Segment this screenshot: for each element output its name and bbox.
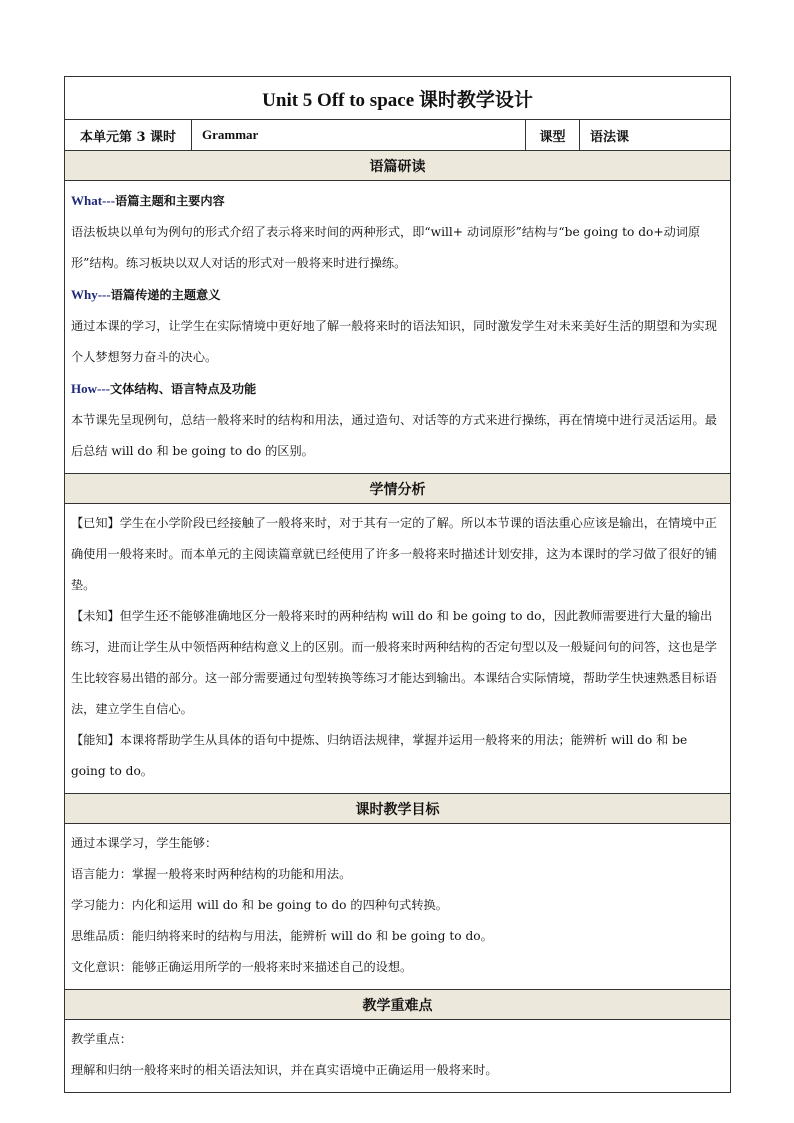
how-key: How--- (71, 381, 110, 396)
objective-line: 通过本课学习，学生能够： (71, 836, 218, 850)
lesson-number-label: 本单元第 3 课时 (65, 120, 192, 151)
lesson-type-value: 语法课 (580, 120, 731, 151)
section-heading-objectives: 课时教学目标 (65, 794, 731, 824)
how-title: 文体结构、语言特点及功能 (110, 382, 257, 396)
section-heading-text-study: 语篇研读 (65, 151, 731, 181)
lesson-topic-value: Grammar (192, 120, 526, 151)
known-paragraph: 【已知】学生在小学阶段已经接触了一般将来时，对于其有一定的了解。所以本节课的语法重心应该是输出，在情境中正确使用一般将来时。而本单元的主阅读篇章就已经使用了许多一般将来时描述计划安排，这为本课时的学习做了很好的铺垫。 (71, 516, 717, 592)
lesson-plan-table (64, 76, 731, 1093)
key-point-line: 理解和归纳一般将来时的相关语法知识，并在真实语境中正确运用一般将来时。 (71, 1063, 498, 1077)
what-subheading (71, 185, 724, 217)
section-heading-student-analysis: 学情分析 (65, 474, 731, 504)
why-title: 语篇传递的主题意义 (110, 288, 221, 302)
document-title: Unit 5 Off to space 课时教学设计 (65, 77, 731, 120)
what-key: What--- (71, 193, 116, 208)
why-paragraph: 通过本课的学习，让学生在实际情境中更好地了解一般将来时的语法知识，同时激发学生对未来美好生活的期望和为实现个人梦想努力奋斗的决心。 (71, 319, 717, 364)
key-point-line: 教学重点： (71, 1032, 132, 1046)
student-analysis-body (65, 504, 731, 794)
how-subheading (71, 373, 724, 405)
what-title: 语篇主题和主要内容 (115, 194, 225, 208)
key-points-body (65, 1020, 731, 1093)
objective-line: 思维品质：能归纳将来时的结构与用法，能辨析 will do 和 be going to do。 (71, 929, 493, 943)
why-key: Why--- (71, 287, 111, 302)
section-heading-key-points: 教学重难点 (65, 990, 731, 1020)
objective-line: 学习能力：内化和运用 will do 和 be going to do 的四种句式转换。 (71, 898, 448, 912)
lesson-plan-document (64, 76, 730, 1093)
objectives-body (65, 824, 731, 990)
ability-paragraph: 【能知】本课将帮助学生从具体的语句中提炼、归纳语法规律，掌握并运用一般将来的用法；能辨析 will do 和 be going to do。 (71, 733, 688, 778)
objective-line: 文化意识：能够正确运用所学的一般将来时来描述自己的设想。 (71, 960, 413, 974)
text-study-body (65, 181, 731, 474)
objective-line: 语言能力：掌握一般将来时两种结构的功能和用法。 (71, 867, 352, 881)
unknown-paragraph: 【未知】但学生还不能够准确地区分一般将来时的两种结构 will do 和 be going to do，因此教师需要进行大量的输出练习，进而让学生从中领悟两种结构意义上的区别。而一般将来时两种结构的否定句型以及一般疑问句的问答，这也是学生比较容易出错的部分。这一部分需要通过句型转换等练习才能达到输出。本课结合实际情境，帮助学生快速熟悉目标语法，建立学生自信心。 (71, 609, 717, 716)
how-paragraph: 本节课先呈现例句，总结一般将来时的结构和用法，通过造句、对话等的方式来进行操练，再在情境中进行灵活运用。最后总结 will do 和 be going to do 的区别。 (71, 413, 717, 458)
why-subheading (71, 279, 724, 311)
lesson-type-label: 课型 (526, 120, 580, 151)
what-paragraph: 语法板块以单句为例句的形式介绍了表示将来时间的两种形式，即“will+ 动词原形”结构与“be going to do+动词原形”结构。练习板块以双人对话的形式对一般将来时进行操练。 (71, 225, 701, 270)
